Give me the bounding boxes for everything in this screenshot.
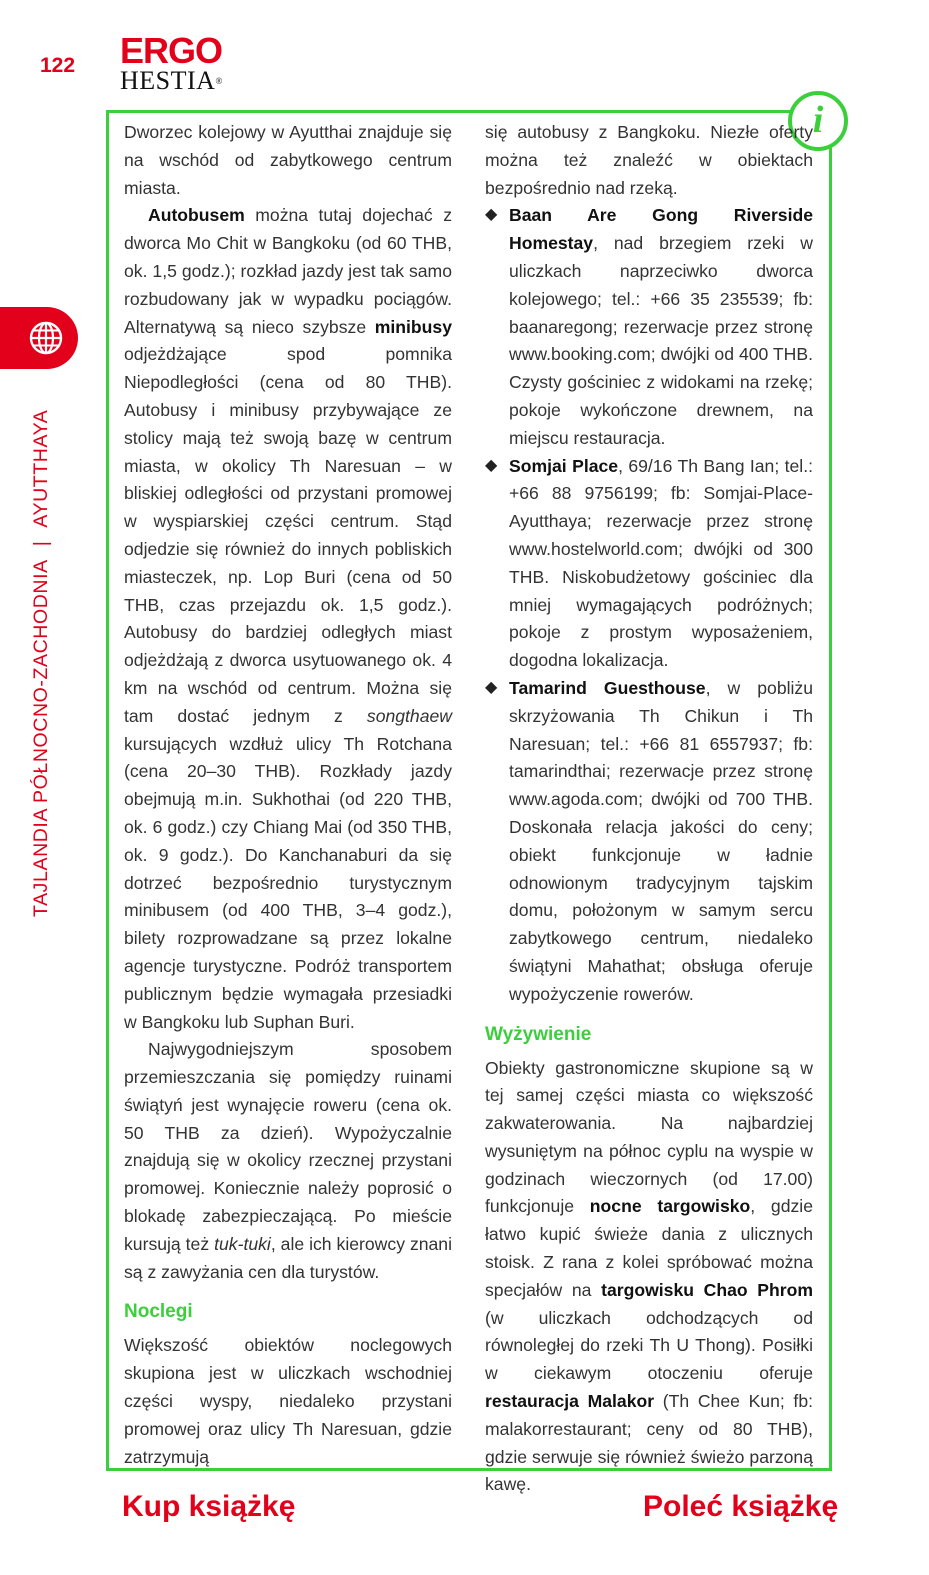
bold-term: restauracja Malakor (485, 1391, 655, 1412)
logo-hestia-text (120, 68, 223, 94)
info-badge-letter: i (812, 99, 824, 141)
logo-ergo-text: ERGO (120, 30, 223, 71)
entry-text: , w pobliżu skrzyżowania Th Chikun i Th Naresuan; tel.: +66 81 6557937; fb: tamarindthai; rezerwacje przez stronę www.agoda.com; dwójki od 700 THB. Doskonała relacja jakości do ceny; obiekt funkcjonuje w ładnie odnowionym tradycyjnym tajskim domu, położonym w samym sercu zabytkowego centrum, niedaleko świątyni Mahathat; obsługa oferuje wypożyczenie rowerów. (509, 677, 813, 1004)
text-run: można tutaj dojechać z dworca Mo Chit w Bangkoku (od 60 THB, ok. 1,5 godz.); rozkład jazdy jest tak samo rozbudowany jak w wypadku pociągów. Alternatywą są nieco szybsze (124, 205, 452, 337)
paragraph: się autobusy z Bangkoku. Niezłe oferty można też znaleźć w obiektach bezpośrednio nad rzeką. (485, 122, 813, 198)
section-heading-wyzywienie: Wyżywienie (485, 1023, 592, 1045)
entry-name: Somjai Place (509, 455, 619, 476)
entry-name: Tamarind Guesthouse (509, 677, 706, 698)
entry-text: , 69/16 Th Bang Ian; tel.: +66 88 9756199; fb: Somjai-Place-Ayutthaya; rezerwacje przez stronę www.hostelworld.com; dwójki od 300 THB. Niskobudżetowy gościniec dla mniej wymagających podróżnych; pokoje z prostym wyposażeniem, dogodna lokalizacja. (509, 455, 813, 671)
page-number: 122 (40, 54, 76, 77)
italic-term: tuk-tuki (214, 1233, 271, 1254)
accommodation-entry (485, 453, 813, 675)
text-run: Najwygodniejszym sposobem przemieszczania się pomiędzy ruinami świątyń jest wynajęcie roweru (cena ok. 50 THB za dzień). Wypożyczalnie znajdują się w okolicy rzecznej przystani promowej. Koniecznie należy poprosić o blokadę zabezpieczającą. Po mieście kursują też (124, 1039, 452, 1254)
recommend-book-link[interactable]: Poleć książkę (643, 1490, 839, 1523)
side-label-city: AYUTTHAYA (30, 409, 52, 528)
text-run: kursujących wzdłuż ulicy Th Rotchana (cena 20–30 THB). Rozkłady jazdy obejmują m.in. Sukhothai (od 220 THB, ok. 6 godz.) czy Chiang Mai (od 350 THB, ok. 9 godz.). Do Kanchanaburi da się dotrzeć bezpośrednio turystycznym minibusem (od 400 THB, 3–4 godz.), bilety rozprowadzane są przez lokalne agencje turystyczne. Podróż transportem publicznym będzie wymagała przesiadki w Bangkoku lub Suphan Buri. (124, 733, 452, 1032)
logo-registered-mark: ® (215, 76, 223, 86)
accommodation-entry (485, 202, 813, 452)
side-label-separator: | (30, 540, 52, 547)
accommodation-entry (485, 675, 813, 1009)
text-run: (w uliczkach odchodzących od równoległej do rzeki Th U Thong). Posiłki w ciekawym otoczeniu oferuje (485, 1307, 813, 1384)
paragraph-food (485, 1055, 813, 1500)
text-run: Obiekty gastronomiczne skupione są w tej samej części miasta co większość zakwaterowania. Na najbardziej wysuniętym na północ cyplu na wyspie w godzinach wieczornych (od 17.00) funkcjonuje (485, 1057, 813, 1217)
paragraph-transport (124, 202, 452, 1036)
entry-text: , nad brzegiem rzeki w uliczkach naprzeciwko dworca kolejowego; tel.: +66 35 235539; fb: baanaregong; rezerwacje przez stronę www.booking.com; dwójki od 400 THB. Czysty gościniec z widokami na rzekę; pokoje wykończone drewnem, na miejscu restauracja. (509, 233, 813, 448)
diamond-bullet-icon: ◆ (485, 456, 498, 474)
ergo-hestia-logo (120, 30, 223, 95)
chapter-tab (0, 307, 78, 369)
paragraph: Większość obiektów noclegowych skupiona jest w uliczkach wschodniej części wyspy, niedaleko przystani promowej oraz ulicy Th Naresuan, gdzie zatrzymują (124, 1335, 452, 1467)
globe-icon (28, 320, 64, 361)
logo-hestia-word: HESTIA (120, 66, 216, 95)
text-run: (Th Chee Kun; fb: malakorrestaurant; ceny od 80 THB), gdzie serwuje się również świeżo parzoną kawę. (485, 1391, 813, 1495)
buy-book-link[interactable]: Kup książkę (122, 1490, 296, 1523)
left-column (124, 119, 452, 1471)
diamond-bullet-icon: ◆ (485, 206, 498, 224)
bold-term: minibusy (374, 316, 452, 337)
diamond-bullet-icon: ◆ (485, 678, 498, 696)
text-run: , ale ich kierowcy znani są z zawyżania cen dla turystów. (124, 1233, 453, 1282)
bold-term: targowisku Chao Phrom (601, 1279, 813, 1300)
chapter-side-label (30, 410, 53, 917)
text-run: , gdzie łatwo kupić świeże dania z ulicznych stoisk. Z rana z kolei spróbować można specjałów na (485, 1196, 813, 1300)
bold-term: Autobusem (148, 205, 245, 226)
section-heading-noclegi: Noclegi (124, 1301, 193, 1323)
entry-name: Baan Are Gong Riverside Homestay (509, 205, 813, 254)
bold-term: nocne targowisko (589, 1196, 751, 1217)
paragraph: Dworzec kolejowy w Ayutthai znajduje się na wschód od zabytkowego centrum miasta. (124, 122, 452, 198)
right-column (485, 119, 813, 1499)
text-run: odjeżdżające spod pomnika Niepodległości (cena od 80 THB). Autobusy i minibusy przybywające ze stolicy mają też swoją bazę w centrum miasta, w okolicy Th Naresuan – w bliskiej odległości od przystani promowej w wyspiarskiej części centrum. Stąd odjedzie się również do innych pobliskich miasteczek, np. Lop Buri (cena od 50 THB, czas przejazdu ok. 1,5 godz.). Autobusy do bardziej odległych miast odjeżdżają z dworca usytuowanego ok. 4 km na wschód od centrum. Można się tam dostać jednym z (124, 344, 452, 726)
italic-term: songthaew (366, 705, 452, 726)
paragraph-bikes (124, 1036, 452, 1286)
side-label-region: TAJLANDIA PÓŁNOCNO-ZACHODNIA (30, 560, 52, 917)
